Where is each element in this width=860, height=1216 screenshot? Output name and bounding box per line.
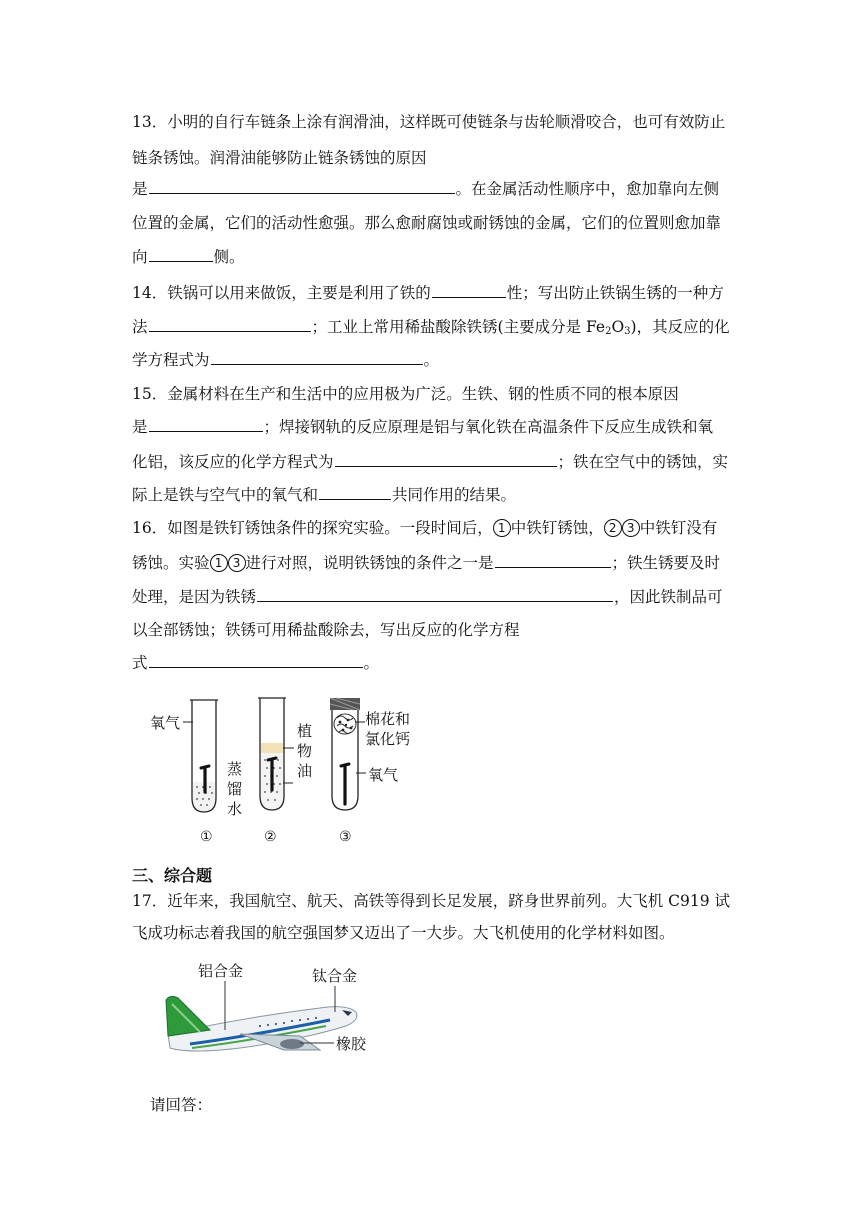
label-distilled-water-2: 馏 (227, 780, 243, 798)
tube-number-3: ③ (339, 829, 352, 845)
section-heading: 三、综合题 (132, 866, 213, 885)
q13-text: 侧。 (213, 248, 245, 266)
q14-text: ；工业上常用稀盐酸除铁锈(主要成分是 Fe (311, 318, 606, 336)
q14-text: 性；写出防止铁锅生锈的一种方 (506, 284, 724, 302)
q15-text: 化铝，该反应的化学方程式为 (132, 453, 334, 471)
label-calcium-chloride: 氯化钙 (365, 730, 411, 748)
tube-number-2: ② (264, 829, 277, 845)
q14-text: )，其反应的化 (630, 318, 730, 336)
q16-text: 中铁钉锈蚀， (510, 519, 604, 537)
q15-line-1: 15．金属材料在生产和生活中的应用极为广泛。生铁、钢的性质不同的根本原因 (132, 385, 679, 403)
label-distilled-water-1: 蒸 (227, 760, 243, 778)
q13-text: 是 (132, 180, 148, 198)
q16-text: 锈蚀。实验 (132, 554, 210, 572)
q15-text: ；铁在空气中的锈蚀，实 (557, 453, 729, 471)
q15-text: 际上是铁与空气中的氧气和 (132, 486, 319, 504)
q17-line-1: 17．近年来，我国航空、航天、高铁等得到长足发展，跻身世界前列。大飞机 C919 试 (132, 892, 731, 910)
label-aluminum-alloy: 铝合金 (198, 962, 244, 980)
q16-text: 16．如图是铁钉锈蚀条件的探究实验。一段时间后， (132, 519, 493, 537)
q16-text: 中铁钉没有 (639, 519, 718, 537)
label-plant-oil-1: 植 (297, 722, 313, 740)
label-titanium-alloy: 钛合金 (312, 967, 358, 985)
q14-text: 法 (132, 318, 148, 336)
q17-line-2: 飞成功标志着我国的航空强国梦又迈出了一大步。大飞机使用的化学材料如图。 (132, 924, 675, 942)
q16-text: ，因此铁制品可 (614, 588, 723, 606)
q14-text: 。 (423, 351, 440, 369)
q15-text: 共同作用的结果。 (392, 486, 517, 504)
q16-line-4: 以全部锈蚀；铁锈可用稀盐酸除去，写出反应的化学方程 (132, 621, 520, 639)
q13-line-1: 13．小明的自行车链条上涂有润滑油，这样既可使链条与齿轮顺滑咬合，也可有效防止 (132, 113, 726, 131)
q14-text: 14．铁锅可以用来做饭，主要是利用了铁的 (132, 284, 431, 302)
circled-number: 1 (210, 554, 228, 572)
label-cotton: 棉花和 (365, 710, 411, 728)
q13-text: 向 (132, 248, 148, 266)
label-oxygen-tube1: 氧气 (150, 714, 181, 732)
q13-line-4: 位置的金属，它们的活动性愈强。那么愈耐腐蚀或耐锈蚀的金属，它们的位置则愈加靠 (132, 214, 722, 232)
q16-text: ；铁生锈要及时 (611, 554, 721, 572)
answer-prompt: 请回答： (150, 1096, 213, 1114)
circled-number: 3 (228, 554, 246, 572)
q13-line-2: 链条锈蚀。润滑油能够防止链条锈蚀的原因 (132, 149, 427, 167)
circled-number: 1 (493, 519, 511, 537)
circled-number: 3 (622, 519, 640, 537)
q16-text: 。 (363, 654, 380, 672)
q14-text: 学方程式为 (132, 351, 210, 369)
q15-text: 是 (132, 418, 148, 436)
q13-text: 。在金属活动性顺序中，愈加靠向左侧 (455, 180, 720, 198)
airplane-illustration (166, 981, 357, 1051)
label-rubber: 橡胶 (336, 1035, 367, 1053)
q15-text: ；焊接钢轨的反应原理是铝与氧化铁在高温条件下反应生成铁和氧 (263, 418, 714, 436)
q14-text: O (611, 318, 625, 336)
q16-text: 处理，是因为铁锈 (132, 588, 257, 606)
label-distilled-water-3: 水 (227, 800, 243, 818)
label-oxygen-tube3: 氧气 (368, 766, 399, 784)
label-plant-oil-3: 油 (297, 762, 313, 780)
subscript: 2 (605, 326, 612, 337)
circled-number: 2 (604, 519, 622, 537)
q16-text: 式 (132, 654, 148, 672)
label-plant-oil-2: 物 (297, 742, 313, 760)
subscript: 3 (624, 326, 631, 337)
tube-number-1: ① (200, 829, 213, 845)
q16-text: 进行对照，说明铁锈蚀的条件之一是 (245, 554, 494, 572)
